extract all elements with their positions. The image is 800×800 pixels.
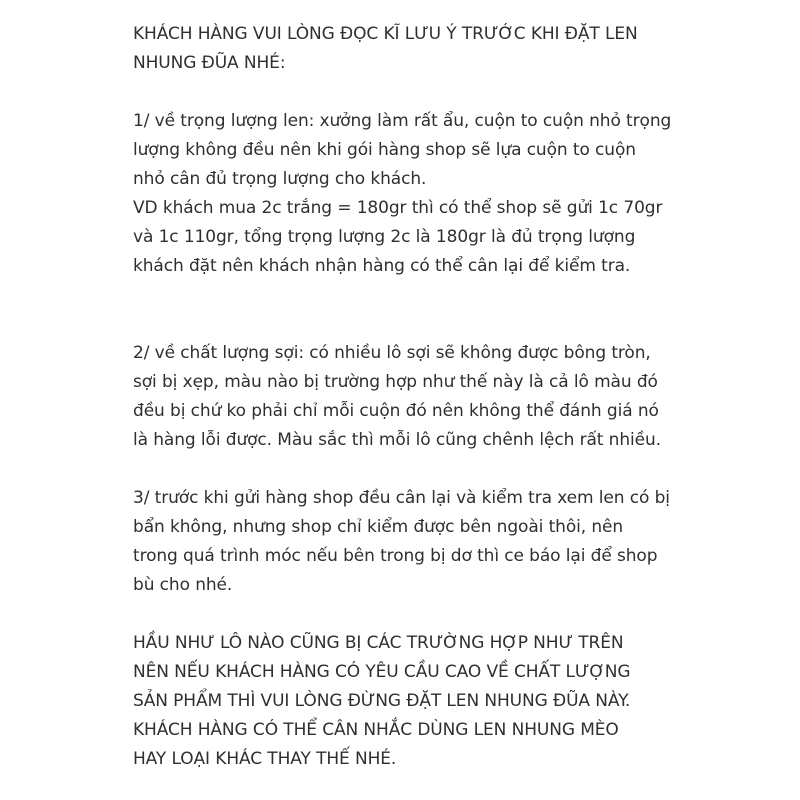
text-line: HẦU NHƯ LÔ NÀO CŨNG BỊ CÁC TRƯỜNG HỢP NHƯ TRÊN: [133, 633, 624, 653]
text-line: NHUNG ĐŨA NHÉ:: [133, 53, 286, 73]
text-line: nhỏ cân đủ trọng lượng cho khách.: [133, 169, 427, 189]
text-line: bẩn không, nhưng shop chỉ kiểm được bên ngoài thôi, nên: [133, 517, 624, 537]
text-line: HAY LOẠI KHÁC THAY THẾ NHÉ.: [133, 749, 397, 769]
inspection-paragraph: [133, 484, 693, 600]
intro-paragraph: [133, 20, 693, 78]
text-line: 3/ trước khi gửi hàng shop đều cân lại và kiểm tra xem len có bị: [133, 488, 670, 508]
yarn-quality-paragraph: [133, 339, 693, 455]
text-line: khách đặt nên khách nhận hàng có thể cân lại để kiểm tra.: [133, 256, 631, 276]
paragraph-spacer: [133, 281, 693, 339]
text-line: 1/ về trọng lượng len: xưởng làm rất ẩu, cuộn to cuộn nhỏ trọng: [133, 111, 672, 131]
text-line: KHÁCH HÀNG VUI LÒNG ĐỌC KĨ LƯU Ý TRƯỚC KHI ĐẶT LEN: [133, 24, 638, 44]
text-line: sợi bị xẹp, màu nào bị trường hợp như thế này là cả lô màu đó: [133, 372, 658, 392]
paragraph-spacer: [133, 455, 693, 484]
paragraph-spacer: [133, 600, 693, 629]
text-line: lượng không đều nên khi gói hàng shop sẽ lựa cuộn to cuộn: [133, 140, 636, 160]
text-line: là hàng lỗi được. Màu sắc thì mỗi lô cũng chênh lệch rất nhiều.: [133, 430, 661, 450]
text-line: 2/ về chất lượng sợi: có nhiều lô sợi sẽ không được bông tròn,: [133, 343, 651, 363]
weight-note-paragraph: [133, 107, 693, 281]
text-line: bù cho nhé.: [133, 575, 233, 595]
closing-paragraph: [133, 629, 693, 774]
text-line: NÊN NẾU KHÁCH HÀNG CÓ YÊU CẦU CAO VỀ CHẤT LƯỢNG: [133, 662, 631, 682]
text-line: SẢN PHẨM THÌ VUI LÒNG ĐỪNG ĐẶT LEN NHUNG ĐŨA NÀY.: [133, 691, 631, 711]
text-line: và 1c 110gr, tổng trọng lượng 2c là 180gr là đủ trọng lượng: [133, 227, 636, 247]
text-line: KHÁCH HÀNG CÓ THỂ CÂN NHẮC DÙNG LEN NHUNG MÈO: [133, 720, 619, 740]
notice-document: [133, 20, 693, 774]
paragraph-spacer: [133, 78, 693, 107]
text-line: VD khách mua 2c trắng = 180gr thì có thể shop sẽ gửi 1c 70gr: [133, 198, 663, 218]
text-line: đều bị chứ ko phải chỉ mỗi cuộn đó nên không thể đánh giá nó: [133, 401, 659, 421]
text-line: trong quá trình móc nếu bên trong bị dơ thì ce báo lại để shop: [133, 546, 658, 566]
